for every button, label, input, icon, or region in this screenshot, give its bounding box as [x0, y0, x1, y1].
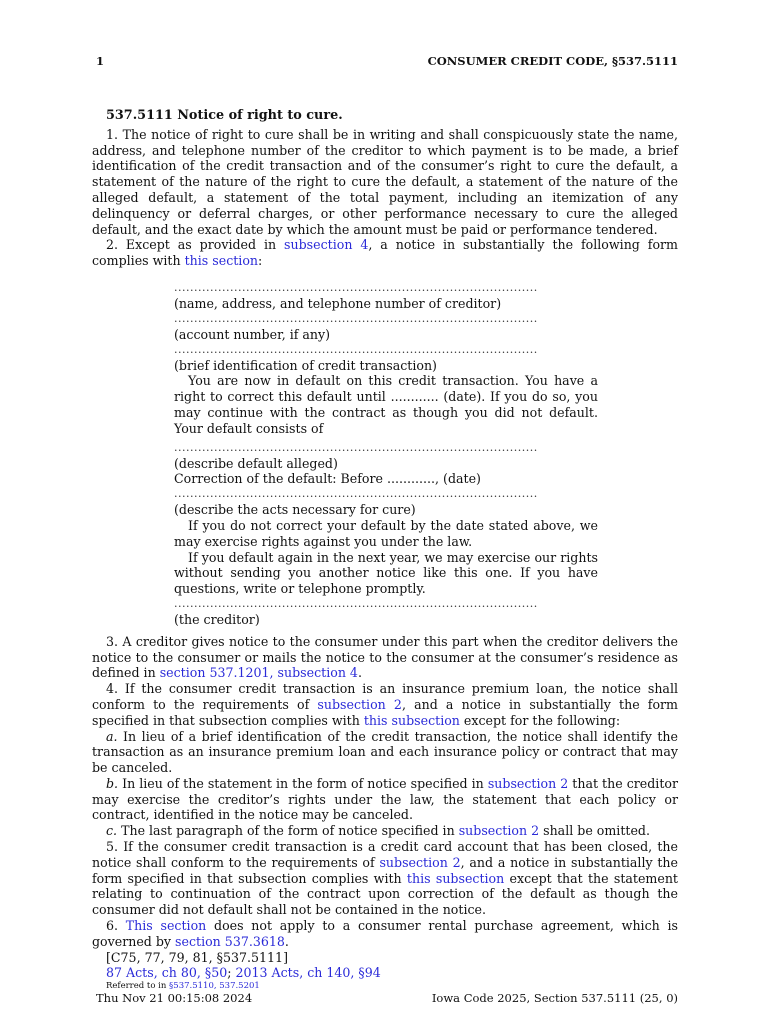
paragraph-6-text: 6. [106, 918, 126, 934]
blank-line: ........................................................................................... [174, 311, 538, 325]
acts-citations [106, 965, 678, 981]
again-text: If you default again in the next year, we may exercise our rights without sending you another notice like this one. If you have questions, write or telephone promptly. [174, 549, 598, 597]
link-subsection-4[interactable]: subsection 4 [284, 237, 369, 253]
paragraph-4 [92, 681, 678, 728]
section-title: 537.5111 Notice of right to cure. [106, 108, 343, 123]
paragraph-2-text-end: : [258, 253, 263, 269]
link-section-537-1201[interactable]: section 537.1201, subsection 4 [159, 665, 358, 681]
paragraph-4b-text: In lieu of the statement in the form of notice specified in [118, 775, 488, 791]
link-subsection-2[interactable]: subsection 2 [487, 775, 569, 791]
paragraph-2-text-mid: , a notice in substantially the following form complies with [92, 237, 679, 269]
paragraph-5-text: 5. If the consumer credit transaction is a credit card account that has been closed, the notice shall conform to the requirements of [92, 839, 678, 870]
paragraph-2-text: 2. Except as provided in [106, 237, 285, 253]
paragraph-4-text-mid: , and a notice in substantially the form specified in that subsection complies with [92, 696, 678, 728]
paragraph-4a-text: In lieu of a brief identification of the credit transaction, the notice shall identify the transaction as an insurance premium loan and each insurance policy or contract that may be canceled. [92, 728, 678, 776]
paragraph-4c [92, 823, 678, 839]
default-label: (describe default alleged) [174, 455, 338, 471]
paragraph-3-text-end: . [357, 665, 362, 681]
default-text: You are now in default on this credit transaction. You have a right to correct this default until ............ (date). If you do so, you may continue with the contract as though you did not default. Your default consists of [174, 373, 598, 436]
document-body [92, 108, 678, 991]
item-letter: c. [106, 823, 118, 839]
paragraph-4c-text-end: shall be omitted. [539, 823, 650, 839]
blank-line: ........................................................................................... [174, 280, 538, 294]
transaction-label: (brief identification of credit transaction) [174, 357, 437, 373]
referred-label: Referred to in [106, 981, 170, 992]
paragraph-4b-text-end: that the creditor may exercise the creditor’s rights under the law, the statement that each policy or contract, identified in the notice may be canceled. [92, 775, 678, 823]
referred-to [106, 981, 678, 991]
link-subsection-2[interactable]: subsection 2 [317, 696, 402, 712]
paragraph-1: 1. The notice of right to cure shall be in writing and shall conspicuously state the name, address, and telephone number of the creditor to which payment is to be made, a brief identification of the credit transaction and of the consumer’s right to cure the default, a statement of the nature of the right to cure the default, a statement of the nature of the alleged default, a statement of the total payment, including an itemization of any delinquency or deferral charges, or other performance necessary to cure the alleged default, and the exact date by which the amount must be paid or performance tendered. [92, 126, 678, 237]
blank-line: ........................................................................................... [174, 596, 538, 610]
link-this-subsection[interactable]: this subsection [363, 712, 460, 728]
paragraph-5 [92, 839, 678, 918]
item-letter: a. [106, 728, 118, 744]
paragraph-2 [92, 237, 678, 269]
paragraph-4b [92, 776, 678, 823]
correction-text: Correction of the default: Before ............, (date) [174, 471, 481, 487]
blank-line: ........................................................................................... [174, 487, 538, 501]
page-number: 1 [96, 54, 105, 68]
paragraph-3-text: 3. A creditor gives notice to the consumer under this part when the creditor delivers the notice to the consumer or mails the notice to the consumer at the consumer’s residence as defined in [92, 633, 678, 681]
paragraph-6-text-end: . [284, 933, 289, 949]
page-header [96, 54, 678, 70]
link-referred-sections[interactable]: §537.5110, 537.5201 [169, 981, 260, 992]
paragraph-4-text-end: except for the following: [459, 712, 621, 728]
paragraph-4-text: 4. If the consumer credit transaction is an insurance premium loan, the notice shall conform to the requirements of [92, 681, 678, 712]
signature-label: (the creditor) [174, 611, 260, 627]
link-this-section[interactable]: This section [125, 918, 207, 934]
notice-form [174, 281, 598, 628]
link-section-537-3618[interactable]: section 537.3618 [175, 933, 285, 949]
paragraph-4a [92, 729, 678, 776]
history-note: [C75, 77, 79, 81, §537.5111] [106, 949, 288, 965]
link-this-section[interactable]: this section [184, 253, 259, 269]
account-label: (account number, if any) [174, 326, 331, 342]
link-2013-acts[interactable]: 2013 Acts, ch 140, §94 [235, 965, 381, 981]
paragraph-6-text-mid: does not apply to a consumer rental purchase agreement, which is governed by [92, 918, 678, 949]
blank-line: ........................................................................................... [174, 342, 538, 356]
paragraph-4c-text: The last paragraph of the form of notice specified in [117, 823, 459, 839]
paragraph-5-text-mid: , and a notice in substantially the form specified in that subsection complies with [92, 854, 678, 886]
item-letter: b. [106, 775, 119, 791]
timestamp: Thu Nov 21 00:15:08 2024 [96, 991, 253, 1005]
acts-label: (describe the acts necessary for cure) [174, 502, 416, 518]
creditor-label: (name, address, and telephone number of creditor) [174, 295, 502, 311]
paragraph-5-text-end: except that the statement relating to continuation of the contract upon correction of the default as though the consumer did not default shall not be contained in the notice. [92, 870, 678, 918]
blank-line: ........................................................................................... [174, 440, 538, 454]
citation: Iowa Code 2025, Section 537.5111 (25, 0) [431, 991, 678, 1005]
link-87-acts[interactable]: 87 Acts, ch 80, §50 [106, 965, 228, 981]
acts-separator: ; [227, 965, 236, 981]
paragraph-6 [92, 918, 678, 950]
link-subsection-2[interactable]: subsection 2 [458, 823, 540, 839]
link-this-subsection[interactable]: this subsection [406, 870, 505, 886]
rights-text: If you do not correct your default by the date stated above, we may exercise rights against you under the law. [174, 517, 598, 549]
paragraph-3 [92, 634, 678, 681]
running-title: CONSUMER CREDIT CODE, §537.5111 [427, 54, 678, 68]
link-subsection-2[interactable]: subsection 2 [379, 854, 461, 870]
